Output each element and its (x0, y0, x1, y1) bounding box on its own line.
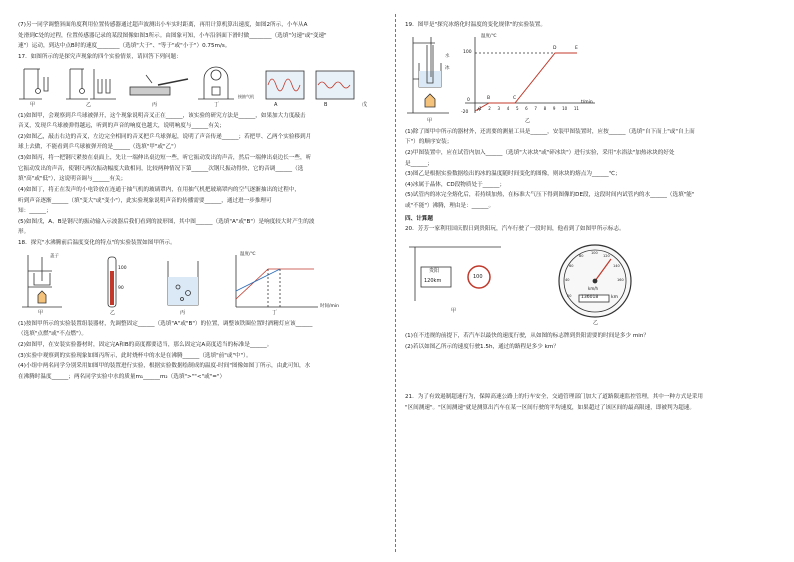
q18-4: (4)小组中两名同学分别采用如图甲的装置进行实验，根据实验数据绘制成的温度-时间"图像如图丁所示，由此可知，水 (18, 363, 311, 370)
q20-title: 20．芳芳一家利用国庆假日到贵阳玩，汽车行驶了一段时间，他看到了如图甲所示标志。 (405, 226, 625, 233)
fig18-tick-100: 100 (118, 265, 127, 271)
q17-3c: 填"高"或"低"），这说明音调与______有关； (18, 176, 127, 183)
fig17-row (18, 65, 382, 109)
fig20-row (405, 237, 777, 329)
q17-4: (4)如图丁，将正在发声的小电铃放在连通于抽气机的玻璃罩内，在用抽气机把玻璃罩内的空气逐渐抽出的过程中， (18, 186, 301, 193)
fig19-xtick: 2 (488, 105, 491, 111)
fig17-label-yi: 乙 (86, 101, 92, 108)
q17-4c: 知：______； (18, 208, 52, 215)
sign-distance: 120km (424, 277, 442, 284)
section-heading-calc: 四、计算题 (405, 215, 433, 222)
fig19-y-20: -20 (461, 109, 469, 115)
fig19-xtick: 10 (562, 105, 568, 111)
q17-2b: 球上去做，不能看到乒乓球被弹开的是______（选填"甲"或"乙"） (18, 144, 180, 151)
q17-5: (5)如图戊，A、B是钢尺的振动输入示波器后我们看到的波形图，其中图______（选填"A"或"B"）是响度较大时产生的波 (18, 218, 315, 225)
speedo-tick: 160 (617, 277, 624, 282)
fig18-axis-t: 温度/℃ (240, 251, 256, 257)
q17-1b: 音叉，发现乒乓球被弹得越远，听到的声音的响度也越大，说明响度与______有关； (18, 123, 225, 130)
fig19-xtick: 8 (543, 105, 547, 111)
q19-1b: 下"）的顺序安装； (405, 139, 453, 146)
speedo-tick: 120 (603, 253, 610, 258)
fig19-row (405, 33, 777, 125)
fig19-letter-d: D (553, 45, 557, 51)
fig20-label-jia: 甲 (451, 307, 457, 314)
fig19-xtick: 11 (573, 105, 579, 111)
speedo-tick: 60 (569, 263, 574, 268)
fig19-letter-b: B (487, 95, 491, 101)
q17-2: (2)如图乙，敲击右边的音叉，左边完全相同的音叉把乒乓球弹起，说明了声音传递______；若把甲、乙两个实验移到月 (18, 133, 312, 140)
q20-2: (2)若以如图乙所示的速度行驶1.5h，通过的路程是多少 km？ (405, 343, 559, 350)
fig19-letter-a: A (477, 107, 481, 113)
fig19-y100: 100 (463, 49, 472, 55)
column-divider (395, 14, 396, 552)
fig19-letter-c: C (513, 95, 517, 101)
fig19-xtick: 5 (515, 105, 519, 111)
fig18-label-ding: 丁 (272, 309, 278, 316)
q17-title: 17．如图所示的是探究声现象的四个实验情景，请回答下列问题： (18, 53, 182, 60)
q19-5b: 或"不能"）沸腾，理由是：______。 (405, 203, 495, 209)
q17-4b: 听到声音逐渐______（填"变大"或"变小"），此实验现象说明声音的传播需要______，通过进一步推理可 (18, 197, 272, 204)
answer-space (405, 352, 777, 392)
speedo-tick: 100 (591, 250, 598, 255)
q19-1: (1)除了图甲中所示的器材外，还需要的测量工具是______，安装甲图装置时，应按______（选填"自下而上"或"自上而 (405, 128, 695, 135)
fig19-xtick: 4 (506, 105, 510, 111)
fig19-letter-e: E (575, 45, 578, 51)
speed-limit-value: 100 (473, 273, 483, 280)
speedo-tick: 80 (579, 253, 584, 258)
q18-4b: 在沸腾时温度______；两名同学实验中水的质量m₁______m₂（选填">""<"或"="） (18, 373, 226, 380)
fig19-xtick: 9 (552, 105, 556, 111)
sign-city: 贵阳 (429, 267, 440, 274)
q17-5b: 形。 (18, 229, 30, 236)
q19-2: (2)甲图装置中，应在试管内加入______（选填"大冰块"或"碎冰块"）进行实验，采用"水浴法"加热冰块的好处 (405, 149, 675, 156)
speedo-tick: 140 (613, 263, 620, 268)
q21-line2: "区间测速"。"区间测速"就是测算出汽车在某一区间行驶的平均速度，如果超过了该区间的最高限速，即被判为超速。 (405, 404, 695, 411)
speedo-tick: 40 (565, 277, 570, 282)
fig17-label-jia: 甲 (30, 101, 36, 108)
q17-1: (1)如图甲，会观察到乒乓球被弹开，这个现象说明音叉正在______，该实验的研究方法是______，如果加大力度敲击 (18, 112, 306, 119)
right-column (405, 20, 777, 554)
fig17-wave-a: A (274, 101, 278, 108)
q19-title: 19．图甲是"探究冰熔化时温度的变化规律"的实验装置。 (405, 22, 546, 28)
fig18-label-yi: 乙 (110, 309, 116, 316)
fig19-xtick: 7 (534, 105, 537, 111)
q18-3: (3)实验中观察到的实验现象如图丙所示，此时烧杯中的水是在沸腾______（选填"前"或"中"）。 (18, 352, 252, 359)
fig19-ice-label: 冰 (445, 65, 450, 71)
fig19-water-label: 水 (445, 53, 450, 59)
fig19-xtick: 3 (497, 105, 501, 111)
fig19-xtick: 1 (479, 105, 482, 111)
q16-line3: 速"）运动，到达中点B时的速度________（选填"大于"、"等于"或"小于"）0.75m/s。 (18, 43, 231, 50)
fig19-label-jia: 甲 (427, 117, 433, 124)
fig19-y0: 0 (467, 97, 470, 103)
q16-line2: 处滑到C处的过程，位置传感器记录的某段图像如图3所示。由图象可知，小车沿斜面下滑时做________（选填"匀速"或"变速" (18, 32, 327, 39)
q21-line1: 21．为了有效遏制超速行为，保障高速公路上的行车安全，交通管理部门加大了道路限速监控管理，其中一种方式是采用 (405, 394, 703, 401)
fig17-label-bing: 丙 (152, 101, 158, 108)
speedo-unit: km/h (588, 285, 599, 291)
left-column (18, 20, 382, 554)
fig18-row (18, 251, 382, 317)
odometer-unit: km (611, 294, 618, 300)
fig18-lid-label: 盖子 (50, 253, 59, 259)
fig19-axis-x: t/min (581, 99, 593, 105)
fig18-tick-90: 90 (118, 285, 124, 291)
fig19-label-yi: 乙 (525, 117, 531, 124)
q18-2: (2)如图甲，在安装实验器材时，固定完A和B的高度都要适当，那么固定完A高度适当的标准是______。 (18, 341, 273, 348)
fig17-pump-label: 接抽气机 (238, 93, 254, 99)
q19-4: (4)冰属于晶体，CD段物质处于______； (405, 181, 506, 188)
q17-3: (3)如图丙，将一把钢尺紧按在桌面上，先让一端伸出桌边短一些，听它振动发出的声音，然后一端伸出桌边长一些，听 (18, 155, 312, 161)
fig20-label-yi: 乙 (593, 319, 599, 326)
fig18-label-bing: 丙 (180, 309, 186, 316)
q18-1: (1)按图甲所示的实验装置组装器材，先调整固定______（选填"A"或"B"）的位置，调整该铁圈位置时酒精灯应该______ (18, 320, 313, 327)
q18-title: 18．探究"水沸腾前后温度变化的特点"的实验装置如图甲所示。 (18, 240, 176, 246)
q19-5: (5)试管内的冰完全熔化后，若持续加热，在标准大气压下得到图像的DE段，这段时间内试管内的水______（选填"能" (405, 192, 695, 199)
fig19-axis-y: 温度/℃ (481, 33, 497, 39)
q19-2b: 是______； (405, 160, 433, 167)
fig19-xtick: 6 (525, 105, 528, 111)
fig18-axis-x: 时间/min (320, 303, 340, 309)
q19-3: (3)图乙是根据实验数据绘出的冰的温度随时间变化的图像，则冰块的熔点为______℃； (405, 171, 621, 178)
speedo-tick: 20 (567, 293, 572, 298)
fig19-xticks (479, 105, 579, 113)
q20-1: (1)在不违规的前提下，若汽车以最快的速度行驶，从如图的标志牌到贵阳需要的时间是多少 min？ (405, 332, 650, 339)
fig18-label-jia: 甲 (38, 309, 44, 316)
fig17-wave-b: B (324, 101, 328, 108)
fig17-label-wu: 戊 (362, 101, 368, 108)
odometer-value: 136018 (581, 294, 599, 300)
q18-1b: （选填"点燃"或"不点燃"）。 (18, 331, 88, 338)
q17-3b: 它振动发出的声音，使钢尺两次振动幅度大致相同，比较两种情况下第______次钢尺振动得快，它的音调______（选 (18, 165, 304, 172)
fig17-label-ding: 丁 (214, 101, 220, 108)
q16-line1: (7)另一同学调整斜面角度利用位置传感器通过超声波测出小车实时距离，再用计算机算出速度，如图2所示，小车从A (18, 22, 308, 28)
